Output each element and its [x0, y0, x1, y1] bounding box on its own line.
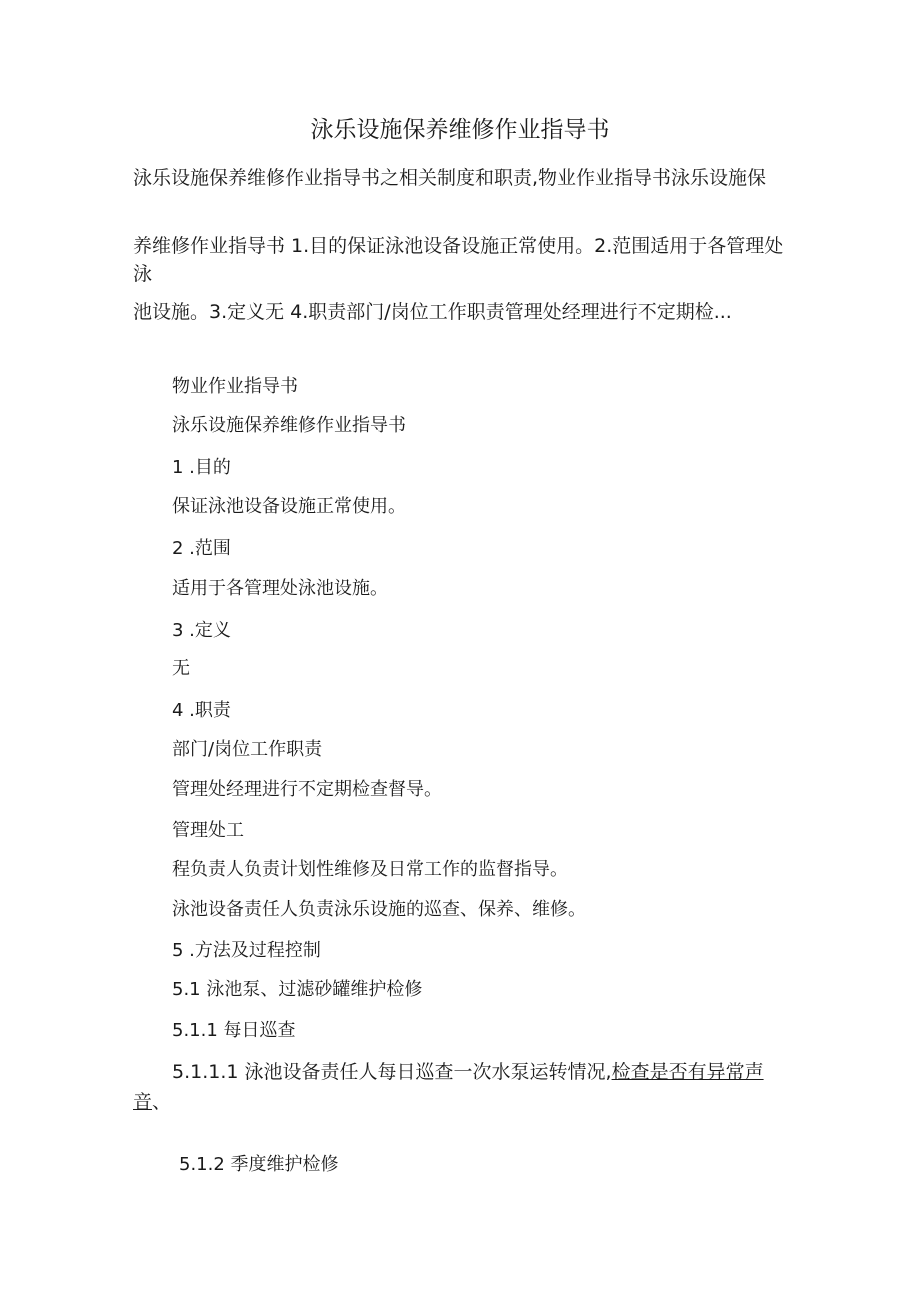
section-text-definition: 无	[172, 658, 190, 679]
section-text-scope: 适用于各管理处泳池设施。	[172, 578, 388, 599]
doc-subtitle-line: 泳乐设施保养维修作业指导书	[172, 415, 406, 436]
section-heading-definition: 3 .定义	[172, 620, 231, 641]
summary-paragraph-3: 池设施。3.定义无 4.职责部门/岗位工作职责管理处经理进行不定期检...	[133, 301, 732, 323]
paragraph-5-1-1-1	[133, 1057, 793, 1117]
responsibility-table-header: 部门/岗位工作职责	[172, 739, 323, 760]
responsibility-equipment: 泳池设备责任人负责泳乐设施的巡查、保养、维修。	[172, 899, 586, 920]
section-text-purpose: 保证泳池设备设施正常使用。	[172, 496, 406, 517]
subsection-heading-5-1-1: 5.1.1 每日巡查	[172, 1020, 296, 1041]
document-title: 泳乐设施保养维修作业指导书	[310, 117, 610, 143]
paragraph-5-1-1-1-text: 5.1.1.1 泳池设备责任人每日巡查一次水泵运转情况,	[172, 1061, 612, 1083]
paragraph-5-1-1-1-tail: 、	[152, 1091, 172, 1113]
summary-paragraph-1: 泳乐设施保养维修作业指导书之相关制度和职责,物业作业指导书泳乐设施保	[133, 167, 767, 189]
subsection-heading-5-1: 5.1 泳池泵、过滤砂罐维护检修	[172, 979, 423, 1000]
section-heading-scope: 2 .范围	[172, 538, 231, 559]
paragraph-5-1-1-1-underlined: 检查是否有异常声音	[133, 1061, 764, 1113]
doc-category-line: 物业作业指导书	[172, 376, 298, 397]
summary-paragraph-2: 养维修作业指导书 1.目的保证泳池设备设施正常使用。2.范围适用于各管理处泳	[133, 235, 784, 285]
responsibility-engineering-label: 管理处工	[172, 820, 244, 841]
section-heading-responsibility: 4 .职责	[172, 700, 231, 721]
subsection-heading-5-1-2: 5.1.2 季度维护检修	[179, 1154, 339, 1175]
responsibility-engineering: 程负责人负责计划性维修及日常工作的监督指导。	[172, 859, 568, 880]
section-heading-purpose: 1 .目的	[172, 457, 231, 478]
responsibility-manager: 管理处经理进行不定期检查督导。	[172, 779, 442, 800]
section-heading-method: 5 .方法及过程控制	[172, 940, 321, 961]
